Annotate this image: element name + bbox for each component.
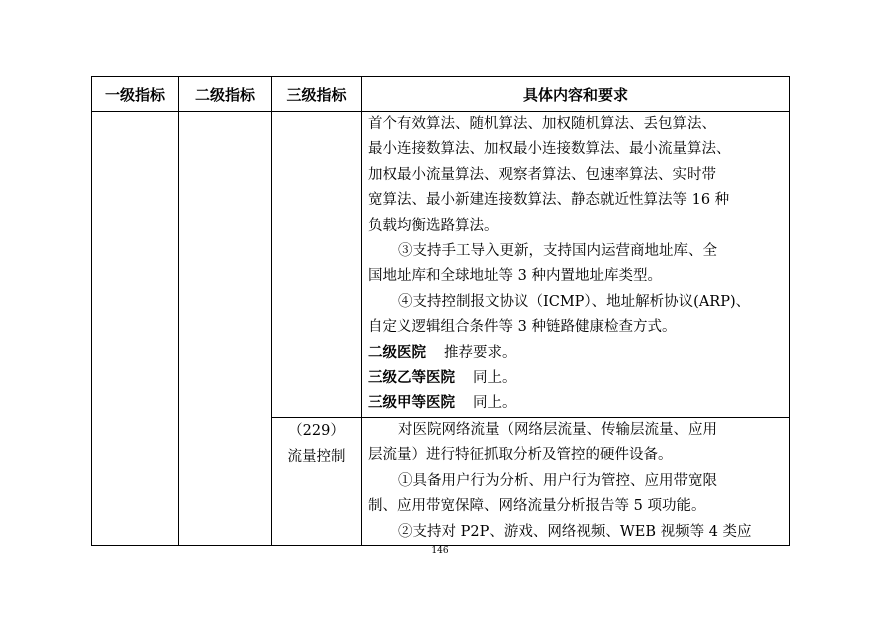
content-line: 国地址库和全球地址等 3 种内置地址库类型。 bbox=[368, 268, 662, 285]
content-line: 自定义逻辑组合条件等 3 种链路健康检查方式。 bbox=[368, 319, 677, 336]
level1-cell bbox=[92, 112, 179, 546]
content-cell bbox=[362, 417, 790, 545]
content-line: 制、应用带宽保障、网络流量分析报告等 5 项功能。 bbox=[368, 498, 706, 515]
content-line: 负载均衡选路算法。 bbox=[368, 217, 499, 234]
content-cell bbox=[362, 112, 790, 418]
hospital-level-label: 三级甲等医院 bbox=[368, 395, 455, 412]
content-line: 加权最小流量算法、观察者算法、包速率算法、实时带 bbox=[368, 166, 716, 183]
header-level1: 一级指标 bbox=[92, 77, 179, 112]
requirement-level-line bbox=[362, 366, 789, 391]
level2-cell bbox=[179, 112, 272, 546]
content-line: 最小连接数算法、加权最小连接数算法、最小流量算法、 bbox=[368, 141, 731, 158]
requirement-level-line bbox=[362, 391, 789, 416]
content-line: ①具备用户行为分析、用户行为管控、应用带宽限 bbox=[398, 472, 717, 489]
requirement-text: 同上。 bbox=[473, 395, 517, 412]
content-line: ③支持手工导入更新，支持国内运营商地址库、全 bbox=[398, 243, 717, 260]
header-content: 具体内容和要求 bbox=[362, 77, 790, 112]
indicator-name: 流量控制 bbox=[287, 449, 346, 466]
requirement-text: 同上。 bbox=[473, 370, 517, 387]
content-line: ②支持对 P2P、游戏、网络视频、WEB 视频等 4 类应 bbox=[398, 523, 752, 540]
indicator-table bbox=[91, 76, 790, 546]
requirement-text: 推荐要求。 bbox=[444, 344, 517, 361]
requirement-level-line bbox=[362, 341, 789, 366]
indicator-code: （229） bbox=[288, 422, 345, 439]
header-level3: 三级指标 bbox=[272, 77, 362, 112]
header-level2: 二级指标 bbox=[179, 77, 272, 112]
level3-cell bbox=[272, 417, 362, 545]
page-number: 146 bbox=[431, 546, 449, 556]
content-line: ④支持控制报文协议（ICMP）、地址解析协议(ARP)、 bbox=[398, 293, 751, 310]
content-line: 首个有效算法、随机算法、加权随机算法、丢包算法、 bbox=[368, 116, 716, 132]
content-line: 对医院网络流量（网络层流量、传输层流量、应用 bbox=[398, 421, 717, 438]
hospital-level-label: 三级乙等医院 bbox=[368, 370, 455, 387]
content-line: 层流量）进行特征抓取分析及管控的硬件设备。 bbox=[368, 447, 673, 464]
table-header-row bbox=[92, 77, 790, 112]
hospital-level-label: 二级医院 bbox=[368, 344, 426, 361]
content-line: 宽算法、最小新建连接数算法、静态就近性算法等 16 种 bbox=[368, 192, 730, 209]
table-row bbox=[92, 112, 790, 418]
level3-cell bbox=[272, 112, 362, 418]
